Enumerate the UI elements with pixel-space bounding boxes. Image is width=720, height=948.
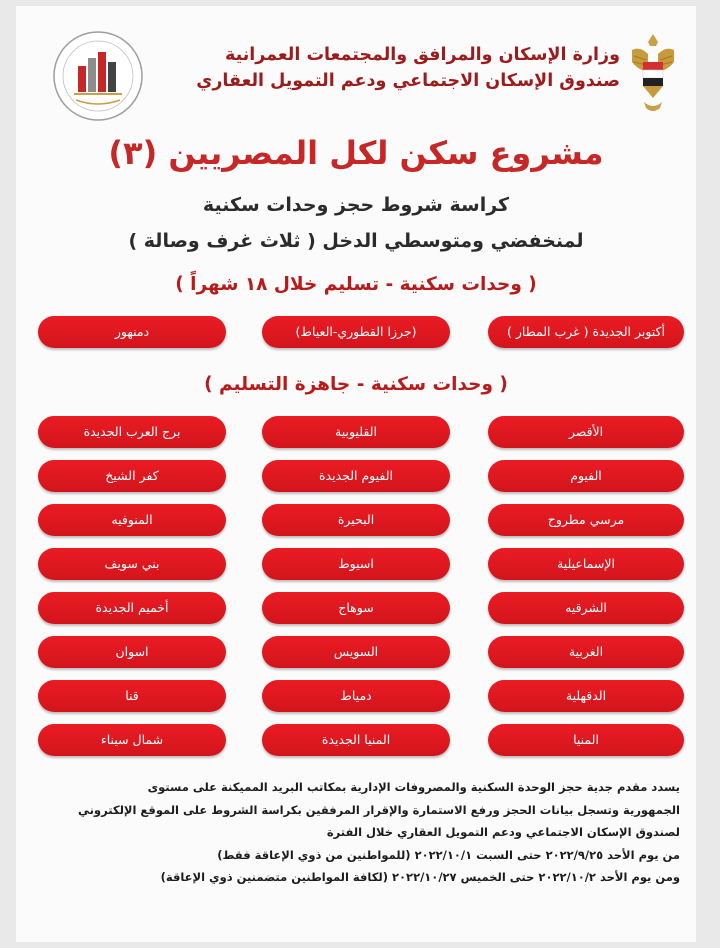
location-pill: البحيرة <box>262 504 450 536</box>
terms-line: لصندوق الإسكان الاجتماعي ودعم التمويل العقاري خلال الفترة <box>326 825 680 839</box>
terms-line: يسدد مقدم جدية حجز الوحدة السكنية والمصروفات الإدارية بمكاتب البريد المميكنة على مستوى <box>147 780 680 794</box>
location-pill: الدقهلية <box>488 680 684 712</box>
location-pill: الأقصر <box>488 416 684 448</box>
subtitle-line-2: لمنخفضي ومتوسطي الدخل ( ثلاث غرف وصالة ) <box>128 230 584 252</box>
location-pill: أخميم الجديدة <box>38 592 226 624</box>
location-pill: بني سويف <box>38 548 226 580</box>
section-heading-ready-delivery: ( وحدات سكنية - جاهزة التسليم ) <box>204 374 508 395</box>
location-pill: قنا <box>38 680 226 712</box>
location-pill: مرسي مطروح <box>488 504 684 536</box>
housing-fund-logo <box>52 30 144 122</box>
location-pill: برج العرب الجديدة <box>38 416 226 448</box>
location-pill: المنيا <box>488 724 684 756</box>
location-pill: دمياط <box>262 680 450 712</box>
ministry-line-1: وزارة الإسكان والمرافق والمجتمعات العمرانية <box>224 45 620 65</box>
ministry-line-2: صندوق الإسكان الاجتماعي ودعم التمويل العقاري <box>196 71 620 91</box>
location-pill: اسيوط <box>262 548 450 580</box>
location-pill: دمنهور <box>38 316 226 348</box>
ministry-heading <box>150 42 620 94</box>
location-pill: الشرقيه <box>488 592 684 624</box>
location-pill: سوهاج <box>262 592 450 624</box>
page-title: مشروع سكن لكل المصريين (٣) <box>108 134 604 172</box>
subtitle-line-1: كراسة شروط حجز وحدات سكنية <box>202 194 510 216</box>
location-pill: الغربية <box>488 636 684 668</box>
location-pill: شمال سيناء <box>38 724 226 756</box>
document-page <box>16 6 696 942</box>
location-pill: اسوان <box>38 636 226 668</box>
section-heading-delivery-18-months: ( وحدات سكنية - تسليم خلال ١٨ شهراً ) <box>175 274 537 295</box>
location-pill: الفيوم الجديدة <box>262 460 450 492</box>
location-pill: القليوبية <box>262 416 450 448</box>
location-pill: السويس <box>262 636 450 668</box>
location-pill: كفر الشيخ <box>38 460 226 492</box>
terms-line: من يوم الأحد ٢٠٢٢/٩/٢٥ حتى السبت ٢٠٢٢/١٠/١ (للمواطنين من ذوي الإعاقة فقط) <box>217 847 680 862</box>
location-pill: أكتوبر الجديدة ( غرب المطار ) <box>488 316 684 348</box>
header <box>16 6 696 126</box>
location-pill: الإسماعيلية <box>488 548 684 580</box>
location-pill: المنوفيه <box>38 504 226 536</box>
terms-line: ومن يوم الأحد ٢٠٢٢/١٠/٢ حتى الخميس ٢٠٢٢/١٠/٢٧ (لكافة المواطنين متضمنين ذوي الإعاقة) <box>160 870 680 884</box>
location-pill: المنيا الجديدة <box>262 724 450 756</box>
terms-line: الجمهورية وتسجل بيانات الحجز ورفع الاستمارة والإقرار المرفقين بكراسة الشروط على الموقع الإلكتروني <box>77 802 680 817</box>
eagle-emblem-icon <box>630 32 676 120</box>
terms-paragraph <box>60 776 680 889</box>
location-pill: الفيوم <box>488 460 684 492</box>
location-pill: (جرزا القطوري-العياط) <box>262 316 450 348</box>
